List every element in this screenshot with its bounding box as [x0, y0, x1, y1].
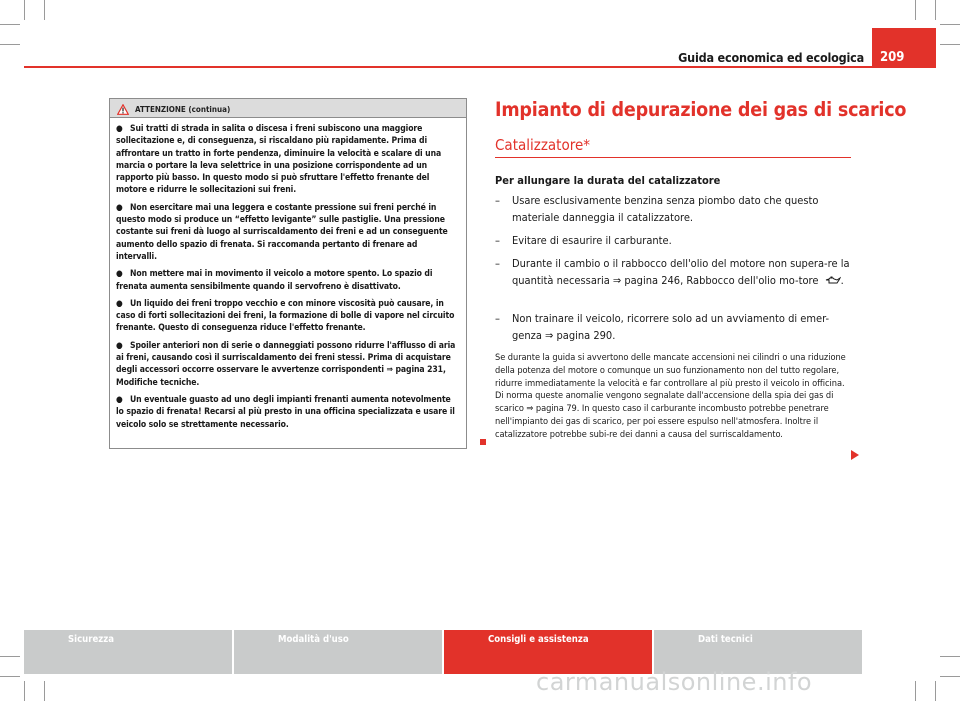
crop-mark [0, 656, 20, 657]
warning-item: ● Un liquido dei freni troppo vecchio e con minore viscosità può causare, in caso di forti sollecitazioni dei freni, la formazione di bolle di vapore nel circuito frenante. Questo di conseguenza riduce l'effetto frenante. [116, 298, 455, 334]
crop-mark [24, 681, 25, 701]
page-number: 209 [872, 28, 936, 68]
watermark: carmanualsonline.info [536, 668, 813, 696]
crop-mark [0, 24, 20, 25]
tab-consigli-assistenza[interactable]: Consigli e assistenza [444, 630, 652, 674]
list-item: – Non trainare il veicolo, ricorrere solo ad un avviamento di emer-genza ⇒ pagina 290. [495, 312, 830, 342]
subheading: Per allungare la durata del catalizzatore [495, 174, 721, 187]
oil-can-icon [825, 276, 841, 285]
crop-mark [940, 44, 960, 45]
header-rule [24, 66, 872, 68]
running-header: Guida economica ed ecologica [678, 50, 864, 65]
section-end-marker [480, 439, 486, 445]
warning-item: ● Sui tratti di strada in salita o discesa i freni subiscono una maggiore sollecitazione e, di conseguenza, si riscaldano più rapidamente. Prima di affrontare un tratto in forte pendenza, diminuire la velocità e scalare di una marcia o portare la leva selettrice in una posizione corrispondente ad un rapporto più basso. In questo modo si può sfruttare l'effetto frenante del motore e ridurre le sollecitazioni sui freni. [116, 124, 442, 196]
warning-body [110, 118, 466, 431]
list-item: – Usare esclusivamente benzina senza piombo dato che questo materiale danneggia il catalizzatore. [495, 194, 819, 224]
section-title: Impianto di depurazione dei gas di scarico [495, 98, 907, 121]
list-item-suffix: . [840, 273, 844, 287]
list-item: – Evitare di esaurire il carburante. [495, 234, 672, 247]
warning-heading: ATTENZIONE (continua) [135, 105, 231, 114]
warning-header [110, 99, 466, 118]
tab-modalita-uso[interactable]: Modalità d'uso [234, 630, 442, 674]
crop-mark [0, 44, 20, 45]
warning-item: ● Un eventuale guasto ad uno degli impianti frenanti aumenta notevolmente lo spazio di frenata! Recarsi al più presto in una officina specializzata e usare il veicolo solo se strettamente necessario. [116, 394, 455, 430]
tab-sicurezza[interactable]: Sicurezza [24, 630, 232, 674]
list-item-text: Durante il cambio o il rabbocco dell'olio del motore non supera-re la quantità necessaria ⇒ pagina 246, Rabbocco dell'olio mo-tore [512, 257, 850, 287]
crop-mark [940, 24, 960, 25]
crop-mark [935, 0, 936, 20]
crop-mark [44, 681, 45, 701]
warning-box [109, 98, 467, 449]
crop-mark [935, 681, 936, 701]
crop-mark [44, 0, 45, 20]
warning-icon [117, 104, 129, 115]
warning-item: ● Spoiler anteriori non di serie o danneggiati possono ridurre l'afflusso di aria ai freni, causando così il surriscaldamento dei freni stessi. Prima di acquistare degli accessori occorre osservare le avvertenze corrispondenti ⇒ pagina 231, Modifiche tecniche. [116, 340, 456, 388]
crop-mark [24, 0, 25, 20]
crop-mark [915, 681, 916, 701]
subtitle-rule [495, 157, 851, 158]
list-item: – Durante il cambio o il rabbocco dell'olio del motore non supera-re la quantità necessaria ⇒ pagina 246, Rabbocco dell'olio mo-tore . [495, 257, 850, 287]
tab-dati-tecnici[interactable]: Dati tecnici [654, 630, 862, 674]
continue-arrow-icon [851, 450, 859, 460]
crop-mark [0, 676, 20, 677]
crop-mark [915, 0, 916, 20]
crop-mark [940, 656, 960, 657]
warning-item: ● Non esercitare mai una leggera e costante pressione sui freni perché in questo modo si produce un “effetto levigante” sulle pastiglie. Una pressione costante sui freni dà luogo al surriscaldamento dei freni e ad un conseguente aumento dello spazio di frenata. Si raccomanda pertanto di frenare ad intervalli. [116, 202, 448, 262]
warning-item: ● Non mettere mai in movimento il veicolo a motore spento. Lo spazio di frenata aumenta sensibilmente quando il servofreno è disattivato. [116, 269, 433, 292]
section-subtitle: Catalizzatore* [495, 136, 590, 154]
crop-mark [940, 676, 960, 677]
body-paragraph: Se durante la guida si avvertono delle mancate accensioni nei cilindri o una riduzione della potenza del motore o comunque un suo funzionamento non del tutto regolare, ridurre immediatamente la velocità e far controllare al più presto il veicolo in officina. Di norma queste anomalie vengono segnalate dall'accensione della spia dei gas di scarico ⇒ pagina 79. In questo caso il carburante incombusto potrebbe penetrare nell'impianto dei gas di scarico, per poi essere espulso nell'atmosfera. Inoltre il catalizzatore potrebbe subi-re dei danni a causa del surriscaldamento. [495, 352, 846, 440]
